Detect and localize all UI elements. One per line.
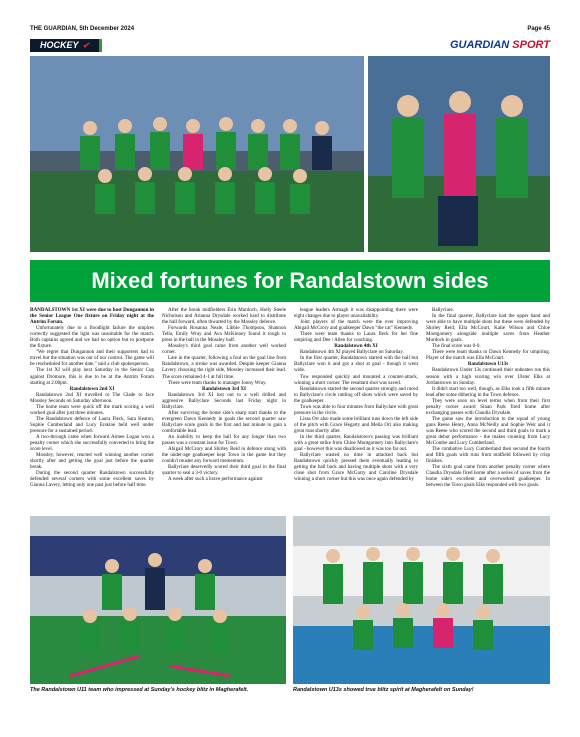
article-paragraph: An inability to keep the ball for any longer than two passes was a constant issue for Town. bbox=[162, 433, 286, 447]
article-paragraph: Forwards Rosanna Neale, Libbie Thompson, Shannon Tella, Emily Wray and Ava McKinney found it tough to press in the ball in the Mossley half. bbox=[162, 325, 286, 344]
article-paragraph: Unfortunately due to a floodlight failure the umpires correctly suggested the light was unsuitable for the match. Both captains agreed and we had no option but to postpone the fixture. bbox=[30, 325, 154, 350]
article-paragraph: It didn't start too well, though, as Elks took a fifth minute lead after some dithering in the Town defence. bbox=[426, 385, 550, 398]
article-paragraph: After the break midfielders Erin Murdoch, Holly Steele Nicholson and Arianna Drysdale worked hard to distribute the ball forward, often thwarted by the Mossley defence. bbox=[162, 307, 286, 326]
section-brand bbox=[450, 39, 550, 51]
section-tab bbox=[30, 39, 102, 52]
page-number: Page 45 bbox=[527, 26, 550, 32]
article-paragraph: In the first quarter, Randalstown started with the ball but Ballyclare won it and got a shot at goal - though it went wide. bbox=[294, 355, 418, 374]
article-paragraph: Mossley, however, reacted well winning another corner shortly after and getting the goal just before the quarter break. bbox=[30, 452, 154, 471]
article-paragraph: There were team thanks to manager Jonny Wray. bbox=[168, 379, 267, 386]
article-column-3 bbox=[294, 307, 418, 509]
photo-team-group bbox=[30, 56, 364, 252]
brand-sport: SPORT bbox=[512, 39, 550, 51]
article-paragraph: "We regret that Dungannon and their supporters had to travel but the situation was out of our control. The game will be rescheduled for another date," said a club spokesperson. bbox=[30, 349, 154, 368]
article-paragraph: A week after such a brave performance against bbox=[168, 476, 263, 483]
article-paragraph: Randalstown started the second quarter strongly and raced to Ballyclare's circle rattling off shots which were saved by the goalkeeper. bbox=[294, 385, 418, 404]
photo-trio bbox=[368, 56, 550, 252]
article-column-1 bbox=[30, 307, 154, 509]
article-paragraph: They were soon on level terms when from their first penalty corner award Sinan Park fired home after exchanging passes with Claudia Drysdale. bbox=[426, 397, 550, 416]
article-paragraph: A two-through came when forward Aimee Logan won a penalty corner which she successfully converted to bring the score level. bbox=[30, 433, 154, 453]
hockey-stick-icon: ✔ bbox=[82, 40, 90, 50]
article-paragraph: Ballyclare deservedly scored their third goal in the final quarter to seal a 3-0 victory. bbox=[162, 464, 286, 477]
article-column-2 bbox=[162, 307, 286, 509]
article-paragraph: There were team thanks to Laura fleck for her fine umpiring and Dee / Allen for coaching. bbox=[294, 331, 418, 344]
article-paragraph: During the second quarter Randalstown successfully defended several corners with some excellent saves by Gianna Lavery, letting only one past just before half time. bbox=[30, 470, 154, 489]
article-paragraph: Town was able to four minutes from Ballyclare with great pressure in the circle. bbox=[294, 403, 418, 416]
photo-u11-team bbox=[30, 516, 286, 684]
article-column-4 bbox=[426, 307, 550, 509]
article-subheading: Randalstown U13s bbox=[467, 361, 509, 368]
article-paragraph: The sixth goal came from another penalty corner where Claudia Drysdale fired home after a series of saves from the home side's excellent and overworked goalkeeper. In between the Town goals Elks responded with two goals. bbox=[426, 464, 550, 489]
section-tab-label: HOCKEY bbox=[40, 40, 79, 50]
article-body bbox=[30, 307, 550, 509]
article-paragraph: Abigail McCrory and Shirley Reid in defence along with the under-age goalkeeper kept Town in the game but they couldn't muster any forward momentum. bbox=[162, 446, 286, 465]
article-paragraph: The combative Lucy Cumberland then secured the fourth and fifth goals with runs from midfield followed by crisp finishes. bbox=[426, 446, 550, 465]
article-paragraph: RANDALSTOWN 1st XI were due to host Dungannon in the Senior League One fixture on Friday night at the Antrim Forum. bbox=[30, 307, 154, 326]
article-paragraph: Joint players of the match were the ever improving Abigail McCrory and goalkeeper Dawn "the cat" Kennedy. bbox=[294, 319, 418, 332]
photo-u13-team bbox=[293, 516, 550, 684]
article-paragraph: The Randalstown defence of Laura Fleck, Sara Keaton, Sophie Cumberland and Lucy Erskine held well under pressure for a sustained period. bbox=[30, 415, 154, 434]
brand-guardian: GUARDIAN bbox=[449, 39, 510, 51]
caption-right: Randalstown U13s showed true blitz spirit at Magherafelt on Sunday! bbox=[293, 687, 474, 693]
article-paragraph: Lissa Orr also made some brilliant runs down the left side of the pitch with Grace Hegarty and Melia Orr also making great runs shortly after. bbox=[294, 415, 418, 434]
caption-left: The Randalstown U11 team who impressed at Sunday's hockey blitz in Magherafelt. bbox=[30, 687, 249, 693]
article-paragraph: Mossley's third goal came from another well worked corner. bbox=[162, 343, 286, 356]
paper-date: THE GUARDIAN, 5th December 2024 bbox=[30, 26, 135, 32]
article-paragraph: The final score was 0-0. bbox=[432, 343, 481, 350]
article-paragraph: In the third quarter, Randalstown's passing was brilliant with a great strike from Chloe Montgomery into Ballyclare's goal - however this was disallowed as it was too far out. bbox=[294, 433, 418, 453]
article-paragraph: Randalstown 4th XI played Ballyclare on Saturday. bbox=[300, 349, 404, 356]
article-subheading: Randalstown 2nd XI bbox=[69, 385, 115, 392]
page-header bbox=[30, 26, 550, 36]
article-paragraph: The home team were quick off the mark scoring a well worked goal after just three minutes. bbox=[30, 403, 154, 416]
article-paragraph: The 1st XI will play next Saturday in the Senior Cup against Dromore, this is due to be at the Antrim Forum starting at 2.00pm. bbox=[30, 367, 154, 386]
article-paragraph: Late in the quarter, following a foul on the goal line from Randalstown, a stroke was awarded. Despite keeper Gianna Lavery choosing the right side, Mossley increased their lead. The score remained 4-1 at full time. bbox=[162, 355, 286, 380]
article-paragraph: Randalstown 2nd XI travelled to The Glade to face Mossley Seconds on Saturday afternoon. bbox=[30, 391, 154, 404]
article-paragraph: There were team thanks to Dawn Kennedy for umpiring. Player of the match was Ella McCourt. bbox=[426, 349, 550, 362]
headline: Mixed fortunes for Randalstown sides bbox=[30, 260, 550, 302]
article-paragraph: After surviving the home side's sharp start thanks to the evergreen Dawn Kennedy in goals the second quarter saw Ballyclare score goals in the first and last minute to gain a comfortable lead. bbox=[162, 409, 286, 434]
article-paragraph: In the final quarter, Ballyclare had the upper hand and were able to have multiple shots but these were defended by Shirley Reid, Ella McCourt, Katie Wilson and Chloe Montgomery alongside multiple saves from Heather Murdock in goals. bbox=[426, 313, 550, 344]
article-paragraph: league leaders Armagh it was disappointing there were eight changes due to player unavailability. bbox=[294, 307, 418, 320]
article-paragraph: The game saw the introduction to the squad of young guns Reese Henry, Anna McNeilly and Sophie Weir and it was Reese who scored the second and third goals to mark a great debut performance - the makes counting from Lucy McCombe and Lucy Cumberland. bbox=[426, 415, 550, 447]
article-paragraph: Randalstown Under 13s continued their unbeaten run this season with a high scoring win over Ulster Elks at Jordanstown on Sunday. bbox=[426, 367, 550, 386]
article-subheading: Randalstown 3rd XI bbox=[201, 385, 247, 392]
article-paragraph: Randalstown 3rd XI lost out to a well drilled and aggressive Ballyclare Seconds last Friday night in Ballyclare. bbox=[162, 391, 286, 410]
article-paragraph: Tow responded quickly and mounted a counter-attack, winning a short corner. The resultant shot was saved. bbox=[294, 373, 418, 386]
article-paragraph: Ballyclare. bbox=[432, 307, 454, 313]
article-paragraph: Ballyclare wasted no time in attacked back but Randalstown quickly pressed them eventually leading to getting the ball back and having multiple shots with a very close shot from Grace McGarry and Caroline Drysdale winning a short corner but this was once again defended by bbox=[294, 452, 418, 483]
article-subheading: Randalstown 4th XI bbox=[334, 343, 378, 350]
section-bar bbox=[30, 38, 550, 52]
